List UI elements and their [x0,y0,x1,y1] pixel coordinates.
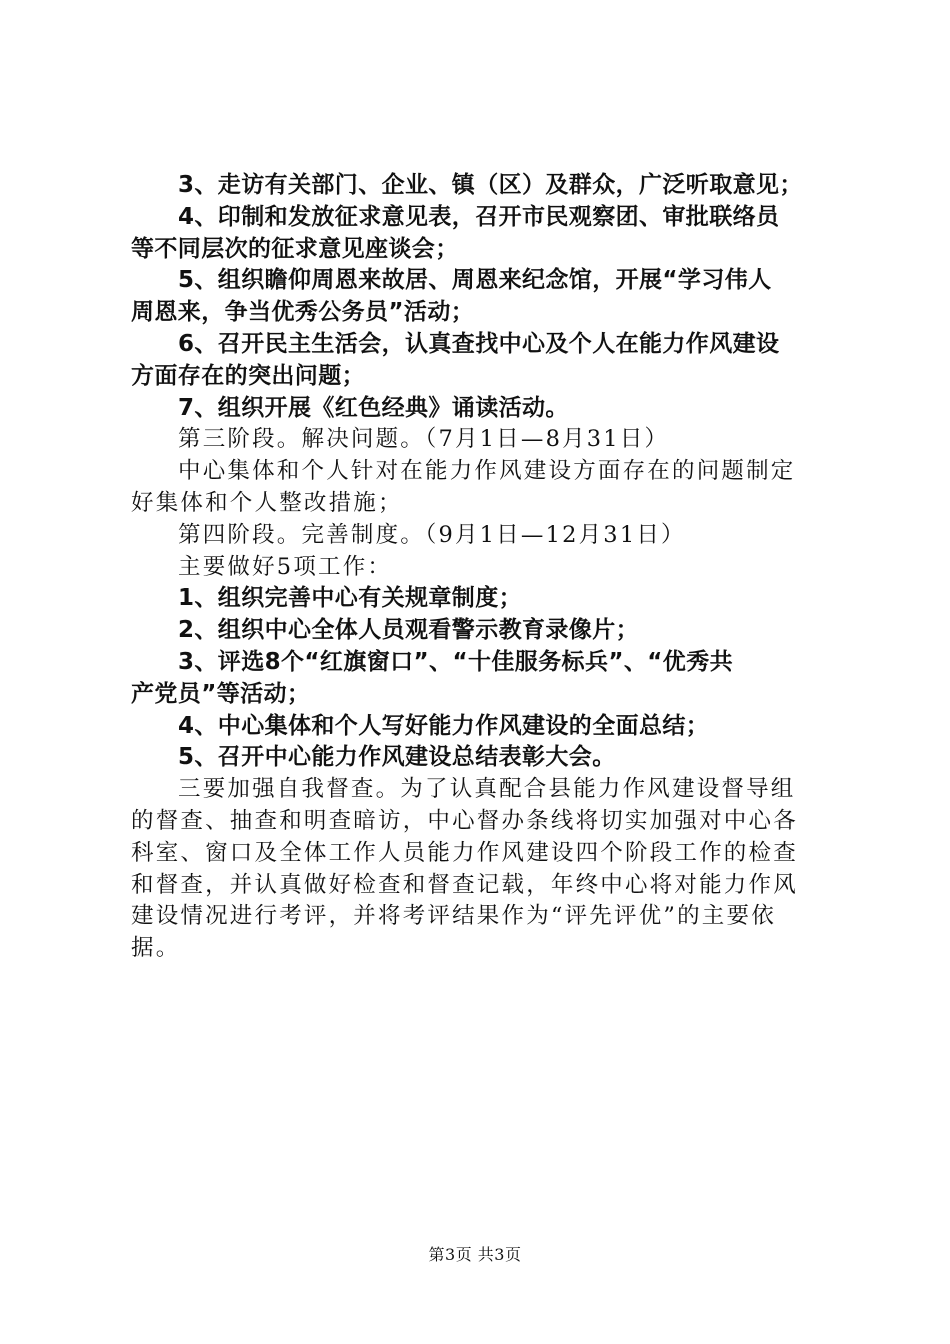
text-line: 和督查，并认真做好检查和督查记载，年终中心将对能力作风 [131,871,798,898]
text-line: 1、组织完善中心有关规章制度； [178,585,523,612]
text-line: 3、走访有关部门、企业、镇（区）及群众，广泛听取意见； [178,172,803,198]
text-line: 方面存在的突出问题； [131,362,365,389]
text-line: 的督查、抽查和明查暗访，中心督办条线将切实加强对中心各 [131,807,798,834]
text-line: 5、组织瞻仰周恩来故居、周恩来纪念馆，开展“学习伟人 [178,267,772,294]
text-line: 好集体和个人整改措施； [131,489,403,516]
text-line: 3、评选8个“红旗窗口”、“十佳服务标兵”、“优秀共 [178,648,733,675]
text-line: 5、召开中心能力作风建设总结表彰大会。 [178,744,616,771]
text-line: 产党员”等活动； [131,680,311,707]
text-line: 周恩来，争当优秀公务员”活动； [131,299,475,326]
text-line: 等不同层次的征求意见座谈会； [131,235,459,262]
text-line: 7、组织开展《红色经典》诵读活动。 [178,394,569,421]
text-line: 科室、窗口及全体工作人员能力作风建设四个阶段工作的检查 [131,839,798,866]
text-line: 2、组织中心全体人员观看警示教育录像片； [178,617,640,644]
text-line: 6、召开民主生活会，认真查找中心及个人在能力作风建设 [178,330,780,357]
text-line: 建设情况进行考评，并将考评结果作为“评先评优”的主要依 [131,903,776,930]
page-footer: 第3页 共3页 [428,1245,522,1264]
text-line: 4、印制和发放征求意见表，召开市民观察团、审批联络员 [178,203,780,230]
text-line: 据。 [131,935,181,962]
text-line: 第三阶段。解决问题。（7月1日—8月31日） [178,426,670,453]
text-line: 中心集体和个人针对在能力作风建设方面存在的问题制定 [178,458,796,485]
text-line: 4、中心集体和个人写好能力作风建设的全面总结； [178,712,710,739]
text-line: 第四阶段。完善制度。（9月1日—12月31日） [178,521,686,548]
text-line: 主要做好5项工作： [178,553,393,580]
text-line: 三要加强自我督查。为了认真配合县能力作风建设督导组 [178,776,796,803]
document-body [131,170,831,965]
